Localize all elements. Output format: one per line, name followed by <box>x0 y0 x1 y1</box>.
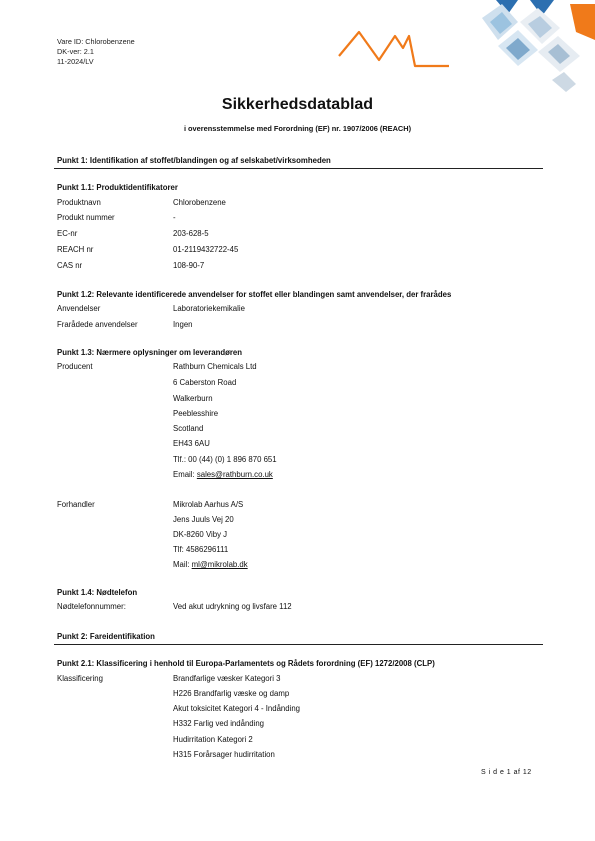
row-value: Ingen <box>173 320 193 329</box>
dealer-mail-link[interactable]: ml@mikrolab.dk <box>191 560 248 569</box>
producer-line: EH43 6AU <box>173 439 210 448</box>
producer-email-row <box>173 470 273 479</box>
row-label: Anvendelser <box>57 304 101 313</box>
producer-label: Producent <box>57 362 93 371</box>
page-number: S i d e 1 af 12 <box>481 769 532 776</box>
producer-line: Tlf.: 00 (44) (0) 1 896 870 651 <box>173 455 277 464</box>
vare-id: Vare ID: Chlorobenzene <box>57 37 135 46</box>
section-1-3-heading: Punkt 1.3: Nærmere oplysninger om leverandøren <box>57 348 243 357</box>
section-1-2-heading: Punkt 1.2: Relevante identificerede anvendelser for stoffet eller blandingen samt anvendelser, der frarådes <box>57 290 452 299</box>
classification-label: Klassificering <box>57 674 103 683</box>
mail-prefix: Mail: <box>173 560 192 569</box>
producer-line: Scotland <box>173 424 204 433</box>
row-label: CAS nr <box>57 261 83 270</box>
producer-line: 6 Caberston Road <box>173 378 237 387</box>
row-label: REACH nr <box>57 245 94 254</box>
row-value: 108-90-7 <box>173 261 205 270</box>
company-logo <box>337 18 457 74</box>
emergency-phone-label: Nødtelefonnummer: <box>57 602 126 611</box>
row-label: EC-nr <box>57 229 78 238</box>
classification-line: Hudirritation Kategori 2 <box>173 735 253 744</box>
email-prefix: Email: <box>173 470 197 479</box>
classification-line: H226 Brandfarlig væske og damp <box>173 689 290 698</box>
classification-line: Brandfarlige væsker Kategori 3 <box>173 674 281 683</box>
row-value: Laboratoriekemikalie <box>173 304 245 313</box>
dk-version: DK-ver: 2.1 <box>57 47 94 56</box>
section-divider <box>54 644 543 645</box>
document-header <box>57 37 135 67</box>
section-divider <box>54 168 543 169</box>
row-label: Produktnavn <box>57 198 101 207</box>
section-2-1-heading: Punkt 2.1: Klassificering i henhold til Europa-Parlamentets og Rådets forordning (EF) 1272/2008 (CLP) <box>57 659 435 668</box>
dealer-line: Mikrolab Aarhus A/S <box>173 500 244 509</box>
row-value: 203-628-5 <box>173 229 209 238</box>
producer-line: Peeblesshire <box>173 409 219 418</box>
producer-email-link[interactable]: sales@rathburn.co.uk <box>196 470 273 479</box>
producer-line: Rathburn Chemicals Ltd <box>173 362 257 371</box>
revision-date: 11-2024/LV <box>57 57 94 66</box>
producer-line: Walkerburn <box>173 394 213 403</box>
dealer-line: Tlf: 4586296111 <box>173 545 229 554</box>
page-title: Sikkerhedsdatablad <box>221 96 374 113</box>
row-value: Chlorobenzene <box>173 198 226 207</box>
classification-line: H315 Forårsager hudirritation <box>173 750 275 759</box>
classification-line: H332 Farlig ved indånding <box>173 719 265 728</box>
row-label: Frarådede anvendelser <box>57 320 138 329</box>
dealer-line: Jens Juuls Vej 20 <box>173 515 234 524</box>
dealer-label: Forhandler <box>57 500 95 509</box>
row-value: 01-2119432722-45 <box>173 245 239 254</box>
row-value: - <box>173 213 176 222</box>
dealer-mail-row <box>173 560 248 569</box>
dealer-line: DK-8260 Viby J <box>173 530 228 539</box>
page-subtitle: i overensstemmelse med Forordning (EF) nr. 1907/2006 (REACH) <box>183 124 412 133</box>
section-1-4-heading: Punkt 1.4: Nødtelefon <box>57 588 138 597</box>
row-label: Produkt nummer <box>57 213 115 222</box>
section-1-1-heading: Punkt 1.1: Produktidentifikatorer <box>57 183 178 192</box>
section-1-heading: Punkt 1: Identifikation af stoffet/blandingen og af selskabet/virksomheden <box>57 156 331 165</box>
section-2-heading: Punkt 2: Fareidentifikation <box>57 632 155 641</box>
laboratory-photo-collage <box>468 0 595 92</box>
classification-line: Akut toksicitet Kategori 4 - Indånding <box>173 704 300 713</box>
emergency-phone-value: Ved akut udrykning og livsfare 112 <box>173 602 292 611</box>
